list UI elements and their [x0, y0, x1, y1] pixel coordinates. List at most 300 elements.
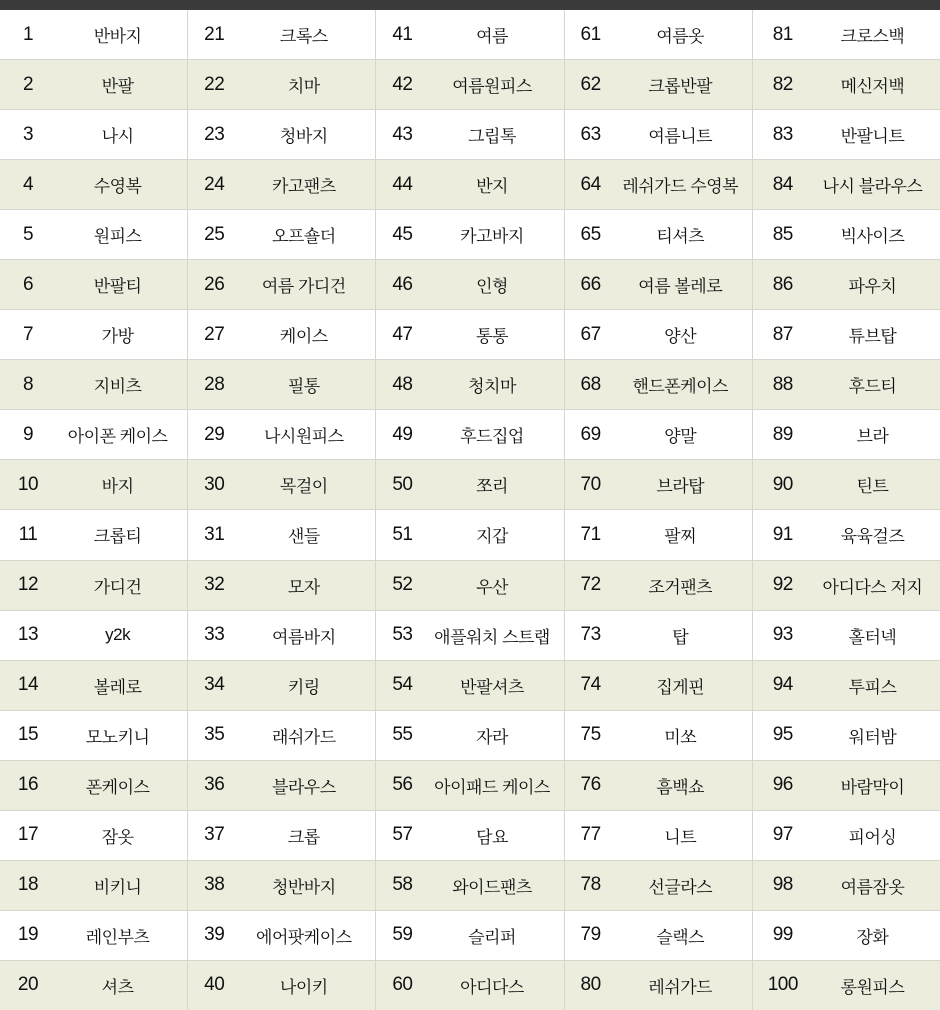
keyword-rank: 35: [204, 724, 225, 746]
keyword-rank: 40: [204, 974, 225, 996]
keyword-row[interactable]: [0, 561, 187, 611]
keyword-rank: 49: [392, 423, 413, 445]
keyword-rank: 86: [772, 273, 793, 295]
keyword-row[interactable]: [0, 410, 187, 460]
keyword-row[interactable]: [753, 611, 940, 661]
keyword-rank: 24: [204, 173, 225, 195]
keyword-rank: 79: [580, 924, 601, 946]
keyword-rank: 69: [580, 423, 601, 445]
keyword-row[interactable]: [0, 260, 187, 310]
keyword-row[interactable]: [565, 761, 752, 811]
keyword-rank: 89: [772, 423, 793, 445]
keyword-rank: 63: [580, 123, 601, 145]
keyword-label: 튜브탑: [848, 327, 897, 347]
keyword-label: 목걸이: [279, 477, 328, 497]
keyword-label: 청반바지: [271, 877, 336, 897]
keyword-row[interactable]: [753, 10, 940, 60]
keyword-rank: 48: [392, 373, 413, 395]
keyword-rank: 60: [392, 974, 413, 996]
keyword-row[interactable]: [565, 410, 752, 460]
keyword-label: 모노키니: [85, 727, 150, 747]
keyword-row[interactable]: [565, 10, 752, 60]
keyword-label: 쪼리: [476, 477, 508, 497]
keyword-rank: 55: [392, 724, 413, 746]
keyword-label: 키링: [287, 677, 320, 697]
keyword-rank: 70: [580, 473, 601, 495]
keyword-rank: 33: [204, 624, 225, 646]
keyword-row[interactable]: [565, 160, 752, 210]
keyword-label: 블라우스: [271, 777, 336, 797]
keyword-label: 레쉬가드 수영복: [622, 177, 739, 197]
keyword-label: 슬리퍼: [468, 927, 516, 947]
keyword-label: 투피스: [848, 677, 897, 697]
keyword-label: 아디다스: [460, 977, 524, 997]
keyword-row[interactable]: [565, 911, 752, 961]
keyword-rank: 30: [204, 473, 225, 495]
keyword-rank: 28: [204, 373, 225, 395]
keyword-label: 브라: [856, 427, 889, 447]
keyword-row[interactable]: [0, 360, 187, 410]
keyword-row[interactable]: [376, 911, 563, 961]
keyword-rank: 91: [772, 523, 793, 545]
keyword-rank: 50: [392, 473, 413, 495]
keyword-rank: 7: [22, 323, 34, 345]
keyword-label: 셔츠: [101, 977, 134, 997]
keyword-rank: 39: [204, 924, 225, 946]
keyword-rank: 31: [204, 523, 225, 545]
keyword-label: 여름니트: [648, 127, 713, 147]
keyword-label: 여름: [476, 27, 508, 47]
keyword-label: 롱원피스: [840, 977, 905, 997]
keyword-rank: 53: [392, 624, 413, 646]
keyword-rank: 23: [204, 123, 225, 145]
keyword-rank: 58: [392, 874, 413, 896]
keyword-row[interactable]: [376, 260, 563, 310]
keyword-row[interactable]: [188, 761, 375, 811]
keyword-rank: 90: [772, 473, 793, 495]
top-bar: [0, 0, 940, 10]
keyword-label: 피어싱: [848, 827, 897, 847]
keyword-row[interactable]: [376, 811, 563, 861]
keyword-row[interactable]: [0, 310, 187, 360]
keyword-label: 필통: [287, 377, 320, 397]
keyword-rank: 36: [204, 774, 225, 796]
keyword-label: 반팔티: [93, 277, 142, 297]
keyword-rank: 64: [580, 173, 601, 195]
keyword-rank: 5: [22, 223, 34, 245]
keyword-row[interactable]: [188, 410, 375, 460]
keyword-rank: 4: [22, 173, 34, 195]
keyword-row[interactable]: [565, 210, 752, 260]
keyword-label: 여름잠옷: [840, 877, 905, 897]
keyword-label: 카고바지: [460, 227, 524, 247]
keyword-label: 아이폰 케이스: [67, 427, 168, 447]
keyword-row[interactable]: [565, 611, 752, 661]
keyword-rank: 93: [772, 624, 793, 646]
keyword-label: 크롭: [287, 827, 320, 847]
keyword-label: 반팔셔츠: [460, 677, 524, 697]
keyword-row[interactable]: [753, 460, 940, 510]
keyword-rank: 27: [204, 323, 225, 345]
keyword-label: 홀터넥: [848, 627, 897, 647]
keyword-label: 우산: [476, 577, 508, 597]
keyword-row[interactable]: [376, 410, 563, 460]
keyword-rank: 19: [17, 924, 39, 946]
keyword-row[interactable]: [376, 110, 563, 160]
keyword-label: 여름옷: [656, 27, 705, 47]
keyword-label: 가디건: [93, 577, 142, 597]
keyword-label: 나시 블라우스: [822, 177, 923, 197]
keyword-row[interactable]: [753, 561, 940, 611]
keyword-rank: 10: [17, 473, 39, 495]
keyword-row[interactable]: [188, 911, 375, 961]
keyword-grid: [0, 10, 940, 1010]
keyword-rank: 26: [204, 273, 225, 295]
keyword-label: 후드집업: [460, 427, 524, 447]
keyword-label: 통통: [476, 327, 508, 347]
keyword-row[interactable]: [565, 460, 752, 510]
keyword-rank: 94: [772, 674, 793, 696]
keyword-row[interactable]: [188, 310, 375, 360]
keyword-row[interactable]: [565, 861, 752, 911]
keyword-label: 나시: [101, 127, 134, 147]
keyword-row[interactable]: [565, 60, 752, 110]
keyword-rank: 29: [204, 423, 225, 445]
keyword-row[interactable]: [376, 160, 563, 210]
keyword-row[interactable]: [753, 160, 940, 210]
keyword-row[interactable]: [188, 811, 375, 861]
keyword-label: 레인부츠: [85, 927, 150, 947]
keyword-row[interactable]: [188, 460, 375, 510]
keyword-label: 청바지: [279, 127, 328, 147]
keyword-rank: 71: [580, 523, 601, 545]
keyword-label: 미쏘: [664, 727, 697, 747]
keyword-row[interactable]: [376, 611, 563, 661]
keyword-rank: 80: [580, 974, 601, 996]
keyword-label: 장화: [856, 927, 889, 947]
keyword-label: 크로스백: [840, 27, 905, 47]
keyword-rank: 59: [392, 924, 413, 946]
keyword-row[interactable]: [565, 661, 752, 711]
keyword-row[interactable]: [0, 811, 187, 861]
keyword-row[interactable]: [565, 961, 752, 1010]
keyword-row[interactable]: [753, 761, 940, 811]
keyword-rank: 88: [772, 373, 793, 395]
keyword-rank: 72: [580, 574, 601, 596]
keyword-label: 폰케이스: [85, 777, 150, 797]
keyword-rank: 13: [17, 624, 39, 646]
keyword-rank: 66: [580, 273, 601, 295]
keyword-label: 와이드팬츠: [452, 877, 532, 897]
keyword-label: 티셔츠: [656, 227, 705, 247]
keyword-row[interactable]: [753, 360, 940, 410]
keyword-row[interactable]: [0, 160, 187, 210]
keyword-row[interactable]: [0, 60, 187, 110]
keyword-row[interactable]: [376, 861, 563, 911]
keyword-label: 육육걸즈: [840, 527, 905, 547]
keyword-rank: 56: [392, 774, 413, 796]
keyword-row[interactable]: [0, 460, 187, 510]
keyword-rank: 73: [580, 624, 601, 646]
keyword-label: 지비츠: [93, 377, 142, 397]
keyword-rank: 11: [18, 523, 38, 545]
keyword-row[interactable]: [0, 10, 187, 60]
keyword-label: 크롭티: [93, 527, 142, 547]
keyword-rank: 2: [22, 73, 34, 95]
keyword-row[interactable]: [753, 260, 940, 310]
keyword-row[interactable]: [376, 60, 563, 110]
keyword-label: 나이키: [279, 977, 328, 997]
keyword-column: [753, 10, 940, 1010]
keyword-label: 에어팟케이스: [256, 927, 352, 947]
keyword-rank: 99: [772, 924, 793, 946]
keyword-row[interactable]: [188, 961, 375, 1010]
keyword-label: 여름바지: [271, 627, 336, 647]
keyword-row[interactable]: [0, 761, 187, 811]
keyword-row[interactable]: [376, 711, 563, 761]
keyword-label: 담요: [476, 827, 508, 847]
keyword-rank: 81: [772, 23, 793, 45]
keyword-label: 워터밤: [848, 727, 897, 747]
keyword-rank: 9: [22, 423, 34, 445]
keyword-row[interactable]: [753, 911, 940, 961]
keyword-label: 아디다스 저지: [822, 577, 923, 597]
keyword-label: 아이패드 케이스: [434, 777, 550, 797]
keyword-rank: 83: [772, 123, 793, 145]
keyword-row[interactable]: [188, 110, 375, 160]
keyword-rank: 68: [580, 373, 601, 395]
keyword-rank: 16: [17, 774, 39, 796]
keyword-row[interactable]: [188, 661, 375, 711]
keyword-row[interactable]: [376, 210, 563, 260]
keyword-label: 여름 가디건: [261, 277, 346, 297]
keyword-row[interactable]: [376, 360, 563, 410]
keyword-label: 반지: [476, 177, 508, 197]
keyword-rank: 44: [392, 173, 413, 195]
keyword-label: 여름원피스: [452, 77, 532, 97]
keyword-rank: 98: [772, 874, 793, 896]
keyword-rank: 22: [204, 73, 225, 95]
keyword-row[interactable]: [565, 510, 752, 560]
keyword-rank: 46: [392, 273, 413, 295]
keyword-row[interactable]: [376, 961, 563, 1010]
keyword-row[interactable]: [376, 460, 563, 510]
keyword-label: 여름 볼레로: [638, 277, 723, 297]
keyword-label: 팔찌: [664, 527, 697, 547]
keyword-row[interactable]: [188, 210, 375, 260]
keyword-row[interactable]: [753, 711, 940, 761]
keyword-rank: 75: [580, 724, 601, 746]
keyword-label: 잠옷: [101, 827, 134, 847]
keyword-rank: 41: [392, 23, 413, 45]
keyword-rank: 92: [772, 574, 793, 596]
keyword-label: 청치마: [468, 377, 516, 397]
keyword-row[interactable]: [0, 861, 187, 911]
keyword-column: [565, 10, 753, 1010]
keyword-label: 빅사이즈: [840, 227, 905, 247]
keyword-row[interactable]: [565, 711, 752, 761]
keyword-row[interactable]: [0, 661, 187, 711]
keyword-label: 애플워치 스트랩: [434, 627, 550, 647]
keyword-row[interactable]: [0, 210, 187, 260]
keyword-rank: 32: [204, 574, 225, 596]
keyword-row[interactable]: [565, 260, 752, 310]
keyword-row[interactable]: [376, 661, 563, 711]
keyword-rank: 38: [204, 874, 225, 896]
keyword-row[interactable]: [188, 60, 375, 110]
keyword-column: [0, 10, 188, 1010]
keyword-rank: 65: [580, 223, 601, 245]
keyword-row[interactable]: [565, 110, 752, 160]
keyword-rank: 37: [204, 824, 225, 846]
keyword-rank: 15: [17, 724, 39, 746]
keyword-row[interactable]: [753, 310, 940, 360]
keyword-label: 오프숄더: [271, 227, 336, 247]
keyword-label: 후드티: [848, 377, 897, 397]
keyword-label: 선글라스: [648, 877, 713, 897]
keyword-row[interactable]: [188, 711, 375, 761]
keyword-row[interactable]: [188, 510, 375, 560]
keyword-row[interactable]: [753, 510, 940, 560]
keyword-rank: 21: [204, 23, 225, 45]
keyword-row[interactable]: [753, 60, 940, 110]
keyword-rank: 97: [772, 824, 793, 846]
keyword-label: 크롭반팔: [648, 77, 713, 97]
keyword-row[interactable]: [188, 10, 375, 60]
keyword-rank: 52: [392, 574, 413, 596]
keyword-row[interactable]: [0, 510, 187, 560]
keyword-rank: 77: [580, 824, 601, 846]
keyword-rank: 43: [392, 123, 413, 145]
keyword-label: 양말: [664, 427, 697, 447]
keyword-label: 반바지: [93, 27, 142, 47]
keyword-row[interactable]: [565, 360, 752, 410]
keyword-label: 인형: [476, 277, 508, 297]
keyword-rank: 17: [17, 824, 39, 846]
keyword-rank: 62: [580, 73, 601, 95]
keyword-rank: 61: [580, 23, 601, 45]
keyword-label: 탑: [672, 627, 689, 647]
keyword-row[interactable]: [376, 10, 563, 60]
keyword-row[interactable]: [0, 110, 187, 160]
keyword-rank: 51: [392, 523, 413, 545]
keyword-label: 지갑: [476, 527, 508, 547]
keyword-rank: 34: [204, 674, 225, 696]
keyword-row[interactable]: [753, 210, 940, 260]
keyword-label: 그립톡: [468, 127, 516, 147]
keyword-label: 메신저백: [840, 77, 905, 97]
keyword-rank: 25: [204, 223, 225, 245]
keyword-label: 반팔니트: [840, 127, 905, 147]
keyword-rank: 3: [22, 123, 34, 145]
keyword-row[interactable]: [753, 110, 940, 160]
keyword-rank: 8: [22, 373, 34, 395]
keyword-rank: 82: [772, 73, 793, 95]
keyword-row[interactable]: [0, 611, 187, 661]
keyword-label: 볼레로: [93, 677, 142, 697]
keyword-rank: 67: [580, 323, 601, 345]
keyword-label: 조거팬츠: [648, 577, 713, 597]
keyword-rank: 74: [580, 674, 601, 696]
keyword-row[interactable]: [753, 410, 940, 460]
keyword-row[interactable]: [188, 861, 375, 911]
keyword-row[interactable]: [753, 811, 940, 861]
keyword-row[interactable]: [376, 310, 563, 360]
keyword-label: 바지: [101, 477, 134, 497]
keyword-rank: 95: [772, 724, 793, 746]
keyword-label: 양산: [664, 327, 697, 347]
keyword-label: 자라: [476, 727, 508, 747]
keyword-row[interactable]: [753, 661, 940, 711]
keyword-row[interactable]: [188, 260, 375, 310]
keyword-row[interactable]: [376, 761, 563, 811]
keyword-row[interactable]: [565, 310, 752, 360]
keyword-row[interactable]: [376, 561, 563, 611]
keyword-label: 니트: [664, 827, 697, 847]
keyword-rank: 20: [17, 974, 39, 996]
keyword-row[interactable]: [0, 961, 187, 1010]
keyword-label: 래쉬가드: [271, 727, 336, 747]
keyword-label: 흠백쇼: [656, 777, 705, 797]
keyword-label: 크록스: [279, 27, 328, 47]
keyword-row[interactable]: [753, 961, 940, 1010]
keyword-row[interactable]: [0, 911, 187, 961]
keyword-row[interactable]: [565, 561, 752, 611]
keyword-label: 가방: [101, 327, 134, 347]
keyword-row[interactable]: [753, 861, 940, 911]
keyword-label: 브라탑: [656, 477, 705, 497]
keyword-label: 레쉬가드: [648, 977, 713, 997]
keyword-rank: 18: [17, 874, 39, 896]
keyword-column: [188, 10, 376, 1010]
keyword-rank: 42: [392, 73, 413, 95]
keyword-rank: 54: [392, 674, 413, 696]
keyword-rank: 76: [580, 774, 601, 796]
keyword-row[interactable]: [0, 711, 187, 761]
keyword-rank: 47: [392, 323, 413, 345]
keyword-label: 파우치: [848, 277, 897, 297]
keyword-rank: 96: [772, 774, 793, 796]
keyword-label: 틴트: [856, 477, 889, 497]
keyword-label: y2k: [105, 625, 131, 645]
keyword-rank: 78: [580, 874, 601, 896]
keyword-row[interactable]: [188, 611, 375, 661]
keyword-label: 나시원피스: [263, 427, 344, 447]
keyword-rank: 85: [772, 223, 793, 245]
keyword-rank: 6: [22, 273, 34, 295]
keyword-rank: 1: [22, 23, 34, 45]
keyword-rank: 45: [392, 223, 413, 245]
keyword-label: 원피스: [93, 227, 142, 247]
keyword-rank: 57: [392, 824, 413, 846]
keyword-label: 반팔: [101, 77, 134, 97]
keyword-label: 핸드폰케이스: [632, 377, 728, 397]
keyword-label: 수영복: [93, 177, 142, 197]
keyword-row[interactable]: [188, 360, 375, 410]
keyword-row[interactable]: [565, 811, 752, 861]
keyword-label: 카고팬츠: [271, 177, 336, 197]
keyword-row[interactable]: [376, 510, 563, 560]
keyword-rank: 14: [17, 674, 39, 696]
keyword-label: 바람막이: [840, 777, 905, 797]
keyword-rank: 84: [772, 173, 793, 195]
keyword-rank: 87: [772, 323, 793, 345]
keyword-label: 비키니: [93, 877, 142, 897]
keyword-label: 치마: [287, 77, 320, 97]
keyword-row[interactable]: [188, 561, 375, 611]
keyword-row[interactable]: [188, 160, 375, 210]
keyword-column: [376, 10, 564, 1010]
